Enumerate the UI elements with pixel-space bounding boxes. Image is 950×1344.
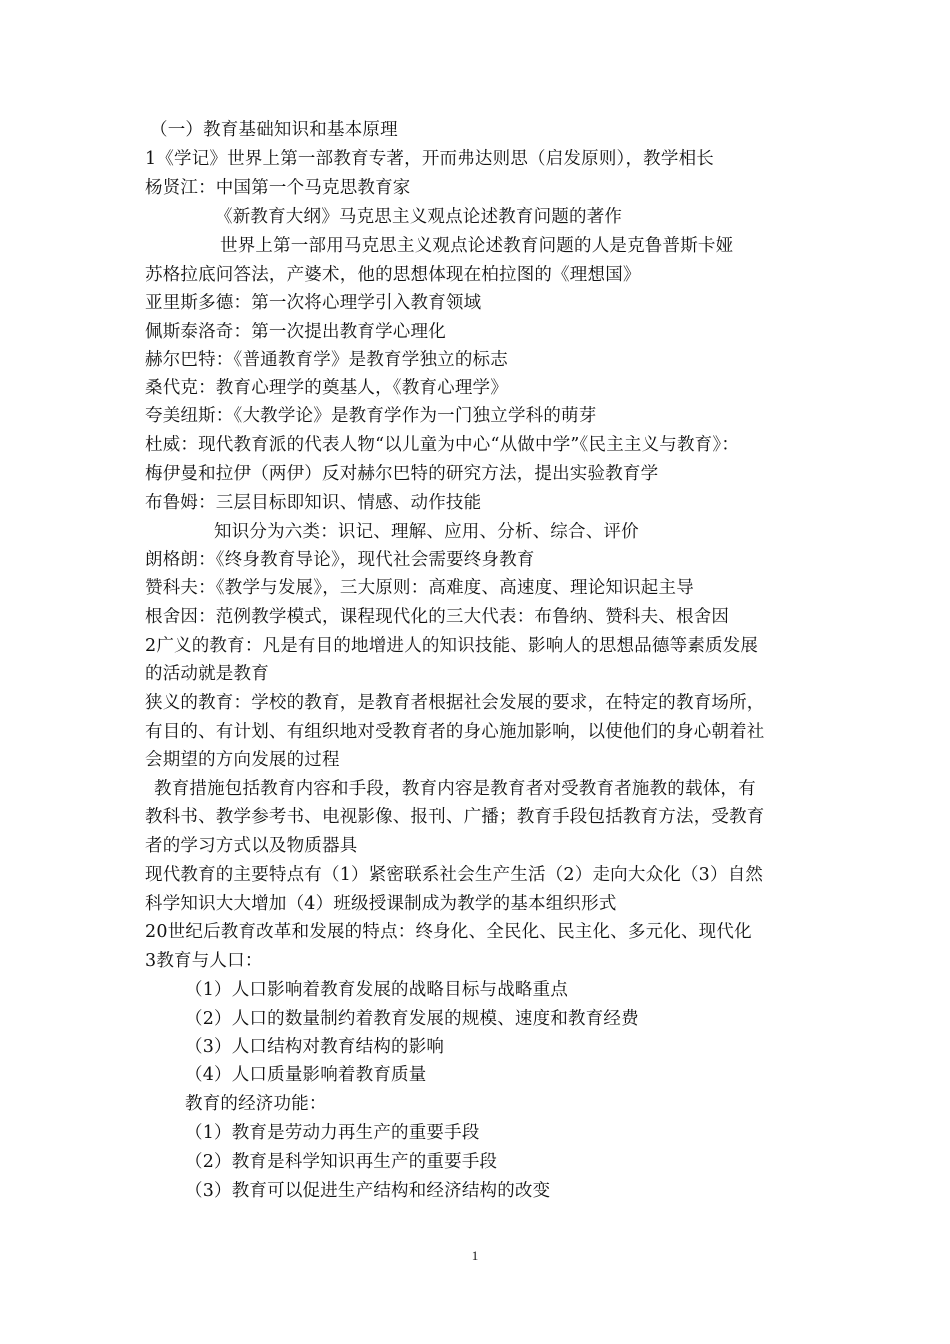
text-line: 梅伊曼和拉伊（两伊）反对赫尔巴特的研究方法，提出实验教育学 [145, 464, 659, 484]
text-line: 20世纪后教育改革和发展的特点：终身化、全民化、民主化、多元化、现代化 [145, 922, 752, 942]
text-line: 者的学习方式以及物质器具 [145, 836, 358, 856]
text-line: 知识分为六类：识记、理解、应用、分析、综合、评价 [214, 522, 639, 542]
section-heading: （一）教育基础知识和基本原理 [150, 120, 398, 140]
text-line: 布鲁姆：三层目标即知识、情感、动作技能 [145, 493, 482, 513]
text-line: 杜威：现代教育派的代表人物“以儿童为中心“从做中学”《民主主义与教育》： [145, 435, 740, 455]
text-line: 亚里斯多德：第一次将心理学引入教育领域 [145, 293, 482, 313]
text-line: 科学知识大大增加（4）班级授课制成为教学的基本组织形式 [145, 894, 617, 914]
text-line: 佩斯泰洛奇：第一次提出教育学心理化 [145, 322, 446, 342]
text-line: 夸美纽斯：《大教学论》是教育学作为一门独立学科的萌芽 [145, 406, 597, 426]
text-line: 的活动就是教育 [145, 664, 269, 684]
text-line: 赞科夫：《教学与发展》，三大原则：高难度、高速度、理论知识起主导 [145, 578, 694, 598]
text-line: 赫尔巴特：《普通教育学》是教育学独立的标志 [145, 350, 508, 370]
list-item: （3）教育可以促进生产结构和经济结构的改变 [185, 1181, 551, 1201]
text-line: 教科书、教学参考书、电视影像、报刊、广播；教育手段包括教育方法，受教育 [145, 807, 765, 827]
text-line: 教育的经济功能： [185, 1094, 327, 1114]
text-line: 2广义的教育：凡是有目的地增进人的知识技能、影响人的思想品德等素质发展 [145, 636, 759, 656]
text-line: 杨贤江：中国第一个马克思教育家 [145, 178, 411, 198]
text-line: 3教育与人口： [145, 951, 263, 971]
text-line: 《新教育大纲》马克思主义观点论述教育问题的著作 [215, 207, 623, 227]
list-item: （2）人口的数量制约着教育发展的规模、速度和教育经费 [185, 1009, 639, 1029]
text-line: 会期望的方向发展的过程 [145, 750, 340, 770]
list-item: （1）人口影响着教育发展的战略目标与战略重点 [185, 980, 569, 1000]
text-line: 教育措施包括教育内容和手段，教育内容是教育者对受教育者施教的载体，有 [154, 779, 756, 799]
text-line: 现代教育的主要特点有（1）紧密联系社会生产生活（2）走向大众化（3）自然 [145, 865, 764, 885]
text-line: 有目的、有计划、有组织地对受教育者的身心施加影响，以使他们的身心朝着社 [145, 722, 765, 742]
text-line: 朗格朗：《终身教育导论》，现代社会需要终身教育 [145, 550, 535, 570]
text-line: 根舍因：范例教学模式，课程现代化的三大代表：布鲁纳、赞科夫、根舍因 [145, 607, 730, 627]
list-item: （2）教育是科学知识再生产的重要手段 [185, 1152, 498, 1172]
list-item: （1）教育是劳动力再生产的重要手段 [185, 1123, 480, 1143]
text-line: 世界上第一部用马克思主义观点论述教育问题的人是克鲁普斯卡娅 [220, 236, 734, 256]
page-number: 1 [471, 1248, 479, 1263]
text-line: 苏格拉底问答法，产婆术，他的思想体现在柏拉图的《理想国》 [145, 265, 641, 285]
list-item: （4）人口质量影响着教育质量 [185, 1065, 427, 1085]
text-line: 狭义的教育：学校的教育，是教育者根据社会发展的要求，在特定的教育场所， [145, 693, 765, 713]
text-line: 1《学记》世界上第一部教育专著，开而弗达则思（启发原则），教学相长 [145, 149, 714, 169]
list-item: （3）人口结构对教育结构的影响 [185, 1037, 445, 1057]
text-line: 桑代克：教育心理学的奠基人，《教育心理学》 [145, 378, 508, 398]
